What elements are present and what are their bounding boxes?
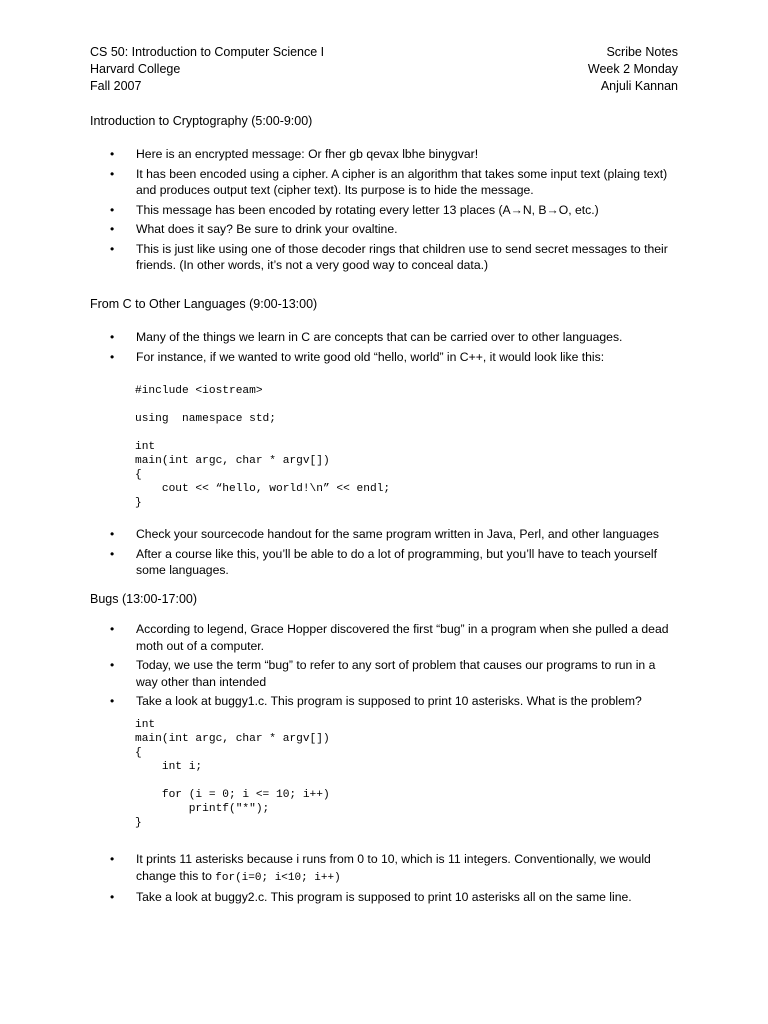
list-item: • What does it say? Be sure to drink your ovaltine.	[110, 222, 398, 236]
list-item: • Take a look at buggy2.c. This program is supposed to print 10 asterisks all on the same line.	[110, 890, 632, 904]
list-item: • For instance, if we wanted to write good old “hello, world” in C++, it would look like this:	[110, 349, 605, 364]
institution: Harvard College	[90, 62, 181, 76]
author: Anjuli Kannan	[600, 79, 678, 93]
bugs-bullets-after	[90, 851, 680, 909]
list-item: • Many of the things we learn in C are concepts that can be carried over to other languages.	[110, 330, 623, 344]
list-item: • It has been encoded using a cipher. A cipher is an algorithm that takes some input text (plaing text) and produces output text (cipher text). Its purpose is to hide the message.	[110, 166, 668, 197]
section-title-bugs: Bugs (13:00-17:00)	[90, 592, 198, 606]
header-row-1	[90, 44, 678, 61]
list-item: • This message has been encoded by rotating every letter 13 places (A→N, B→O, etc.)	[110, 202, 599, 217]
doc-type: Scribe Notes	[606, 45, 678, 59]
course-title: CS 50: Introduction to Computer Science I	[90, 45, 325, 59]
header-row-2	[90, 61, 678, 78]
list-item: • After a course like this, you’ll be able to do a lot of programming, but you’ll have to teach yourself some languages.	[110, 546, 657, 577]
header-row-3	[90, 78, 678, 95]
list-item: • According to legend, Grace Hopper discovered the first “bug” in a program when she pulled a dead moth out of a computer.	[110, 622, 669, 653]
bugs-bullets	[90, 621, 680, 713]
languages-bullets-after	[90, 526, 680, 582]
list-item: • It prints 11 asterisks because i runs from 0 to 10, which is 11 integers. Conventionally, we would change this to for(i=0; i<10; i++)	[110, 852, 651, 884]
section-title-languages: From C to Other Languages (9:00-13:00)	[90, 297, 318, 311]
list-item: • Check your sourcecode handout for the same program written in Java, Perl, and other languages	[110, 527, 660, 541]
list-item: • Here is an encrypted message: Or fher gb qevax lbhe binygvar!	[110, 147, 479, 161]
section-title-cryptography: Introduction to Cryptography (5:00-9:00)	[90, 114, 313, 128]
week-label: Week 2 Monday	[587, 62, 678, 76]
term: Fall 2007	[90, 79, 142, 93]
cryptography-bullets	[90, 146, 680, 277]
list-item: • Take a look at buggy1.c. This program is supposed to print 10 asterisks. What is the problem?	[110, 694, 642, 708]
cpp-hello-world-code: #include <iostream> using namespace std; int main(int argc, char * argv[]) { cout << “hello, world!\n” << endl; }	[135, 385, 391, 509]
list-item: • Today, we use the term “bug” to refer to any sort of problem that causes our programs to run in a way other than intended	[110, 658, 656, 689]
buggy1-code: int main(int argc, char * argv[]) { int i; for (i = 0; i <= 10; i++) printf("*"); }	[135, 719, 330, 829]
list-item: • This is just like using one of those decoder rings that children use to send secret messages to their friends. (In other words, it’s not a very good way to conceal data.)	[110, 241, 668, 272]
inline-code: for(i=0; i<10; i++)	[215, 871, 341, 884]
languages-bullets	[90, 329, 680, 368]
